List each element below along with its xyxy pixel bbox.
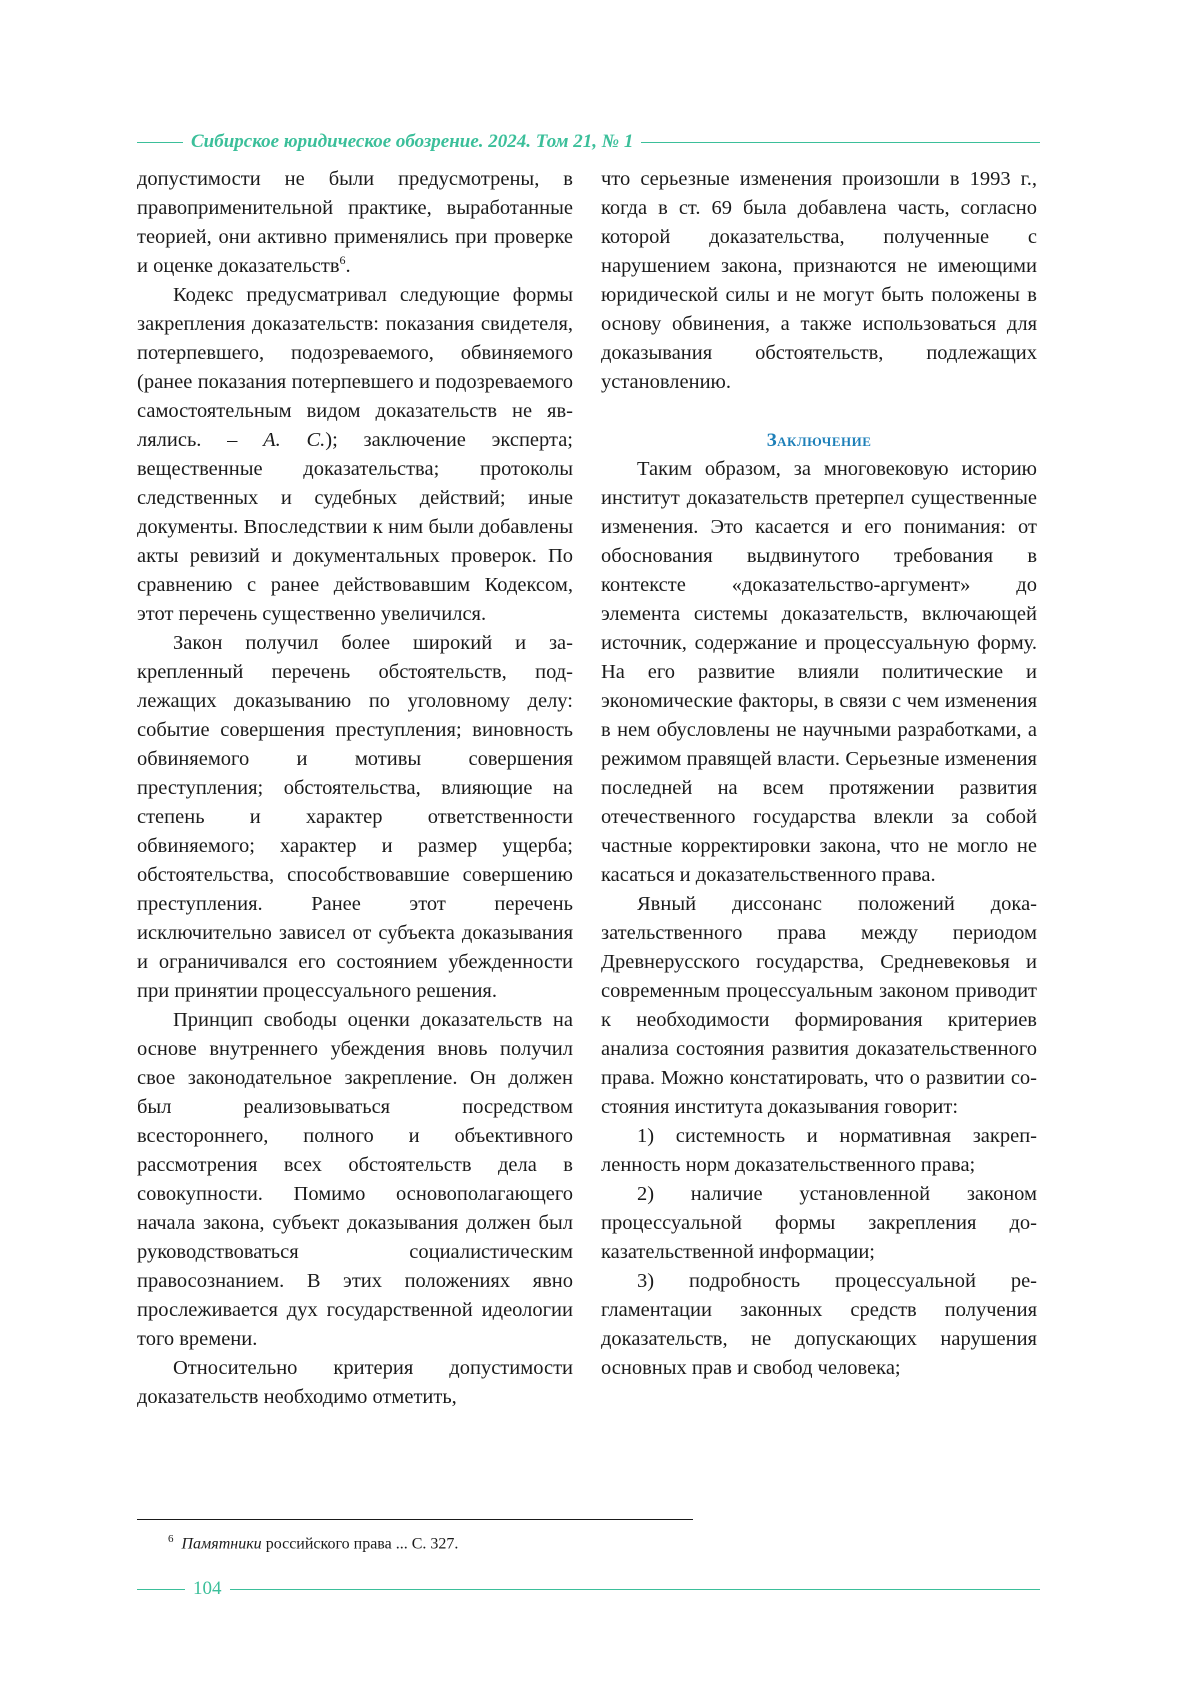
footnote-number: 6 <box>168 1533 174 1545</box>
page-number: 104 <box>193 1578 222 1599</box>
journal-title: Сибирское юридическое обозрение. 2024. Том 21, № 1 <box>191 131 634 152</box>
section-title: Заключение <box>766 430 872 451</box>
paragraph-text: допустимости не были предусмотрены, в правоприменительной практике, выработанные теорией, они активно применялись при проверке и оценке доказательств <box>137 168 573 277</box>
footnote-italic: Памятники <box>181 1535 262 1553</box>
paragraph: Явный диссонанс положений доказательственного права между периодом Древнерусского государства, Средневековья и современным процессуальным законом приводит к необходимости формирования критериев анализа состояния развития доказательственного права. Можно констатировать, что о развитии состояния института доказывания говорит: <box>601 893 1037 1118</box>
left-column <box>137 165 573 1412</box>
footnote-text: российского права ... С. 327. <box>261 1535 459 1553</box>
right-column <box>601 165 1037 1383</box>
page-footer <box>137 1578 1040 1600</box>
paragraph: Относительно критерия допустимости доказательств необходимо отметить, <box>137 1357 573 1408</box>
list-item: 3) подробность процессуальной регламентации законных средств получения доказательств, не допускающих нарушения основных прав и свобод человека; <box>601 1270 1037 1379</box>
footnote <box>168 1528 458 1555</box>
paragraph: что серьезные изменения произошли в 1993 г., когда в ст. 69 была добавлена часть, согласно которой доказательства, полученные с нарушением закона, признаются не имеющими юридической силы и не могут быть положены в основу обвинения, а также использоваться для доказывания обстоятельств, подлежащих установлению. <box>601 168 1037 393</box>
paragraph: Закон получил более широкий и закрепленный перечень обстоятельств, подлежащих доказыванию по уголовному делу: событие совершения преступления; виновность обвиняемого и мотивы совершения преступления; обстоятельства, влияющие на степень и характер ответственности обвиняемого; характер и размер ущерба; обстоятельства, способствовавшие совершению преступления. Ранее этот перечень исключительно зависел от субъекта доказывания и ограничивался его состоянием убежденности при принятии процессуального решения. <box>137 632 573 1002</box>
running-header <box>137 130 1040 154</box>
header-rule-right <box>641 142 1040 143</box>
footnote-ref[interactable]: 6 <box>339 253 346 268</box>
footer-rule-right <box>230 1589 1041 1590</box>
footnote-divider <box>137 1519 693 1520</box>
paragraph <box>137 165 573 281</box>
paragraph: Принцип свободы оценки доказательств на основе внутреннего убеждения вновь получил свое законодательное закрепление. Он должен был реализовываться посредством всестороннего, полного и объективного рассмотрения всех обстоятельств дела в совокупности. Помимо основополагающего начала закона, субъект доказывания должен был руководствоваться социалистическим правосознанием. В этих положениях явно прослеживается дух государственной идеологии того времени. <box>137 1009 573 1350</box>
paragraph-text: . <box>345 255 351 277</box>
paragraph: Таким образом, за многовековую историю институт доказательств претерпел существенные изменения. Это касается и его понимания: от обоснования выдвинутого требования в контексте «доказательство-аргумент» до элемента системы доказательств, включающей источник, содержание и процессуальную форму. На его развитие влияли политические и экономические факторы, в связи с чем изменения в нем обусловлены не научными разработками, а режимом правящей власти. Серьезные изменения последней на всем протяжении развития отечественного государства влекли за собой частные корректировки закона, что не могло не касаться и доказательственного права. <box>601 458 1037 886</box>
list-item: 2) наличие установленной законом процессуальной формы закрепления доказательственной информации; <box>601 1183 1037 1263</box>
paragraph <box>137 281 573 629</box>
paragraph-text: Кодекс предусматривал следующие формы закрепления доказательств: показания свидетеля, потерпевшего, подозреваемого, обвиняемого (ранее показания потерпевшего и подозреваемого самостоятельным видом доказательств не являлись. – <box>137 284 573 451</box>
list-item: 1) системность и нормативная закрепленность норм доказательственного права; <box>601 1125 1037 1176</box>
footer-rule-left <box>137 1589 185 1590</box>
header-rule-left <box>137 142 183 143</box>
paragraph-text: ); заключение эксперта; вещественные доказательства; протоколы следственных и судебных действий; иные документы. Впоследствии к ним были добавлены акты ревизий и документальных проверок. По сравнению с ранее действовавшим Кодексом, этот перечень существенно увеличился. <box>137 429 573 625</box>
author-initials: А. С. <box>263 429 326 451</box>
